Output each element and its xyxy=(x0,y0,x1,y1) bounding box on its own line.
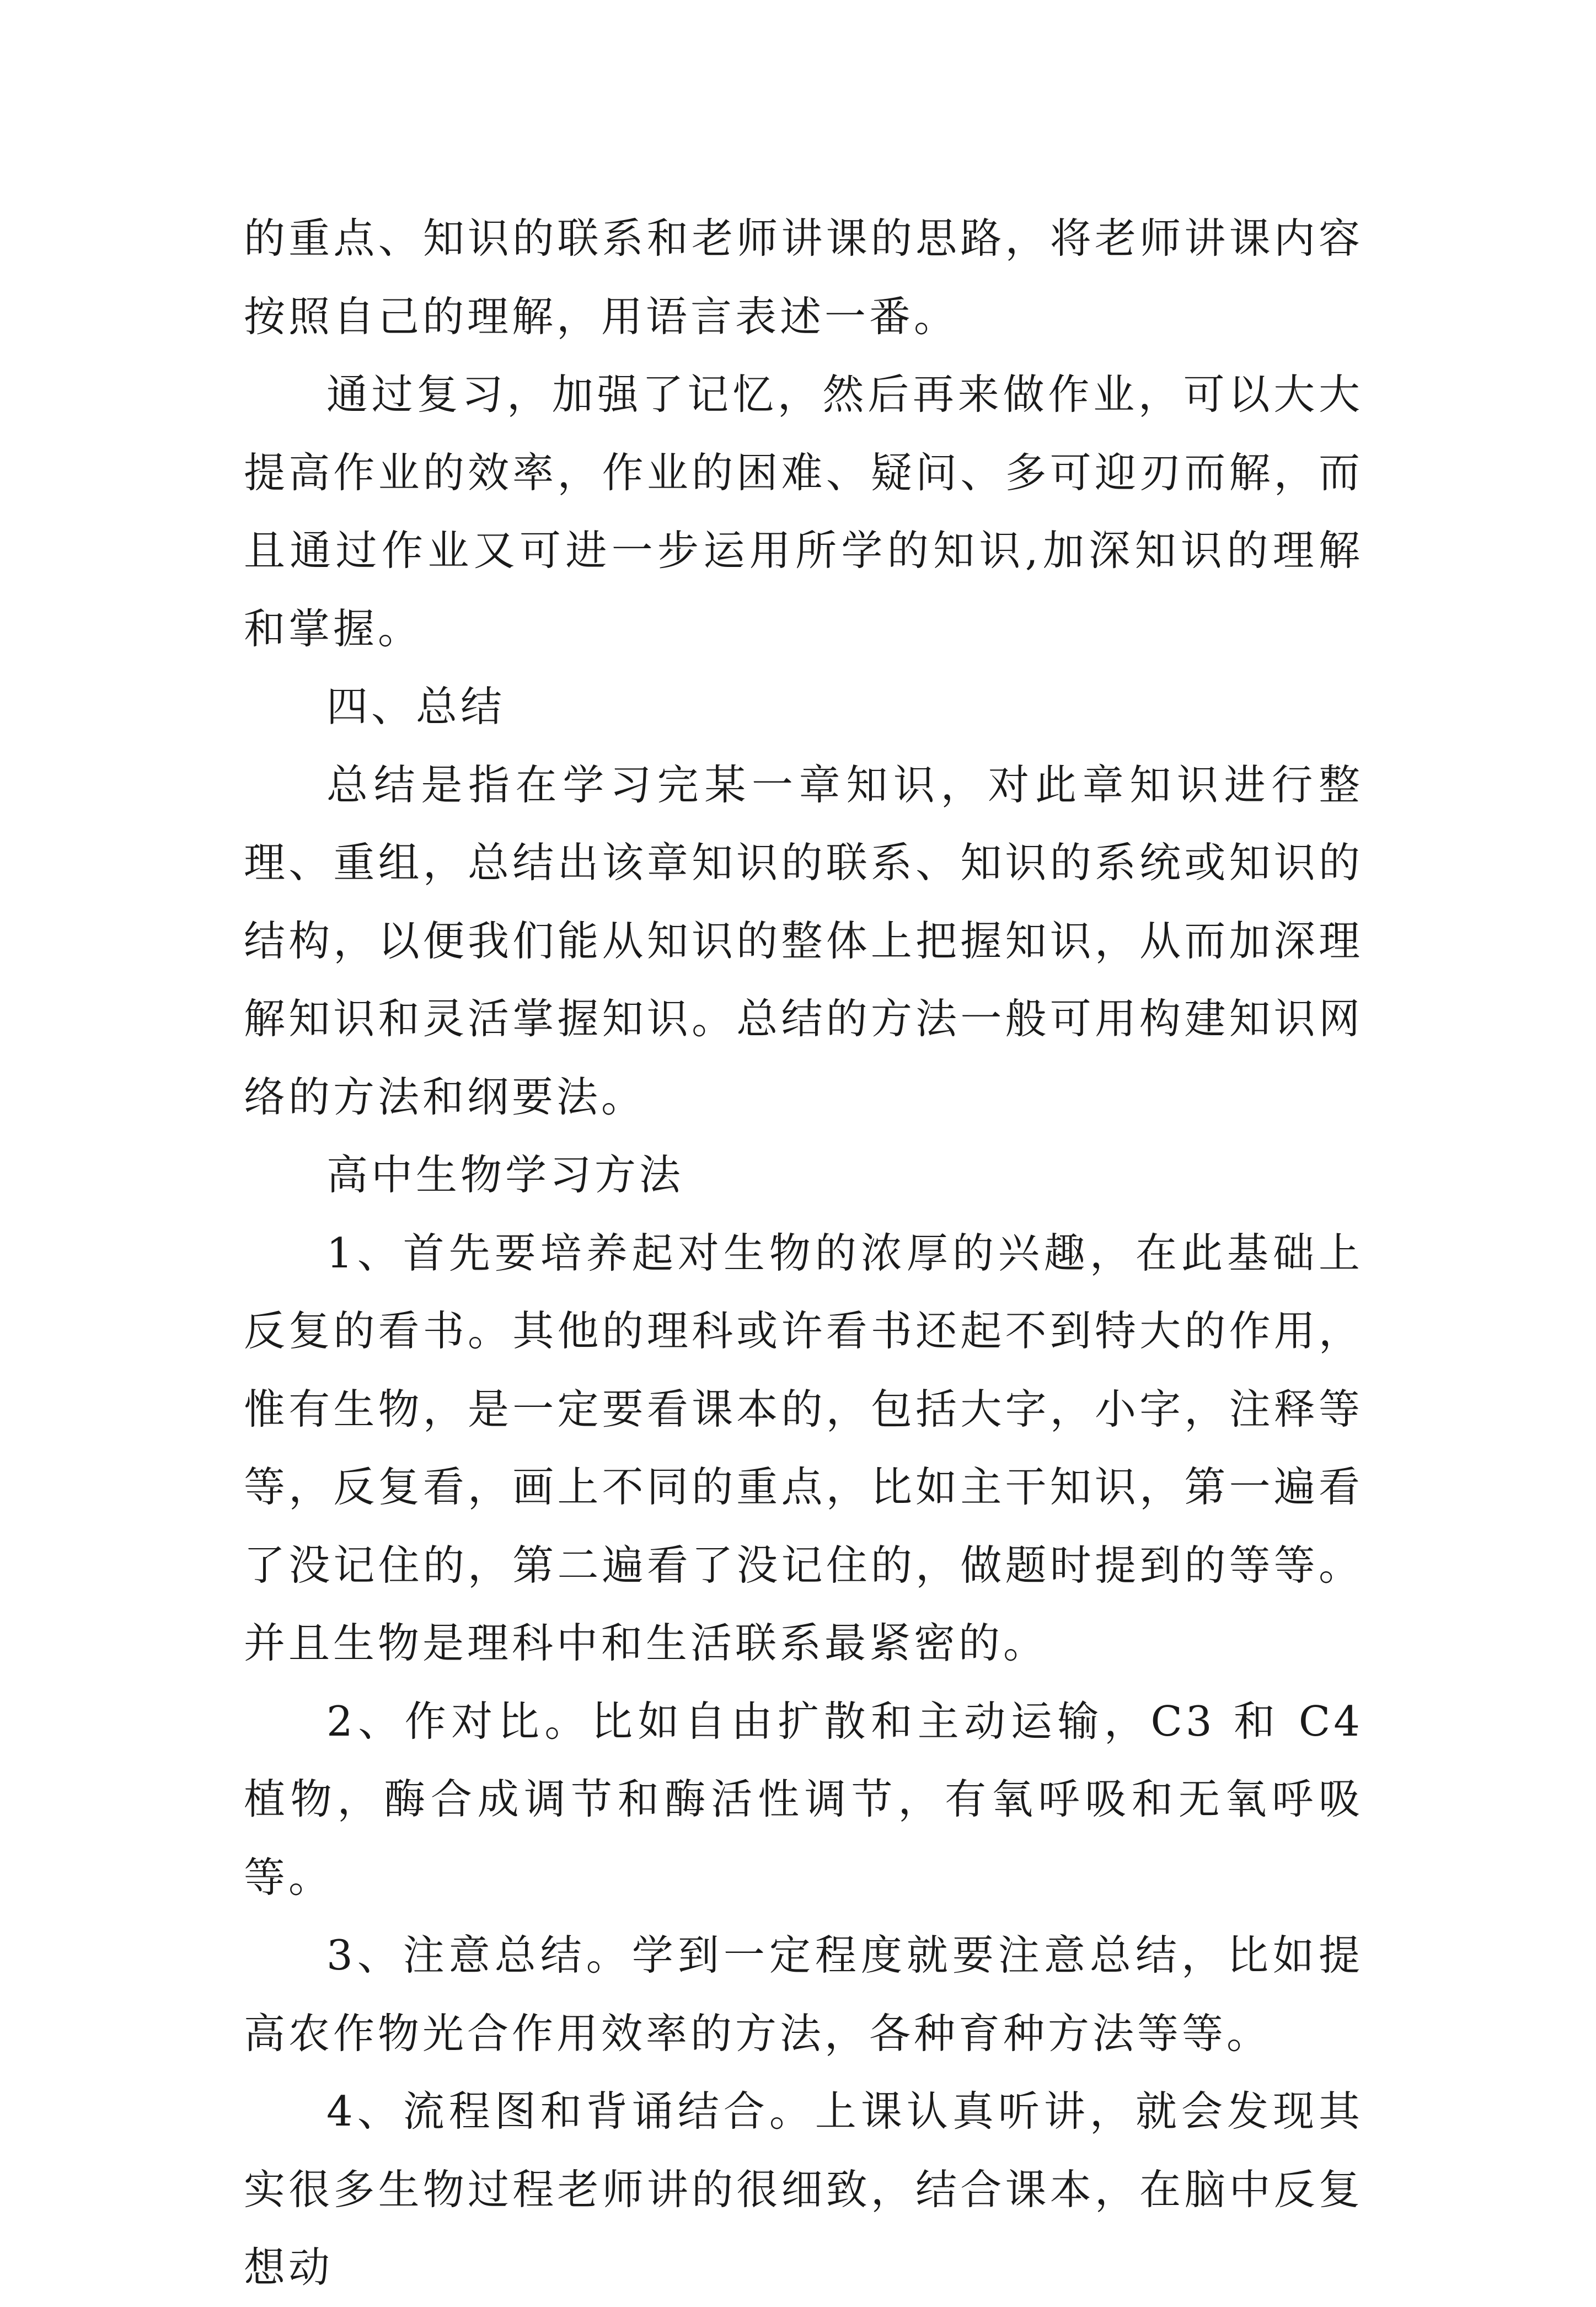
section-heading-biology-methods: 高中生物学习方法 xyxy=(326,1150,684,1199)
paragraph-method-2: 2、作对比。比如自由扩散和主动运输，C3 和 C4 植物，酶合成调节和酶活性调节，有氧呼吸和无氧呼吸等。 xyxy=(244,1696,1363,1902)
paragraph-method-4: 4、流程图和背诵结合。上课认真听讲，就会发现其实很多生物过程老师讲的很细致，结合课本，在脑中反复想动 xyxy=(244,2087,1363,2292)
paragraph-continued-intro: 的重点、知识的联系和老师讲课的思路，将老师讲课内容按照自己的理解，用语言表述一番。 xyxy=(244,214,1363,341)
paragraph-method-1: 1、首先要培养起对生物的浓厚的兴趣，在此基础上反复的看书。其他的理科或许看书还起不到特大的作用，惟有生物，是一定要看课本的，包括大字，小字，注释等等，反复看，画上不同的重点，比如主干知识，第一遍看了没记住的，第二遍看了没记住的，做题时提到的等等。并且生物是理科中和生活联系最紧密的。 xyxy=(244,1228,1363,1667)
paragraph-method-3: 3、注意总结。学到一定程度就要注意总结，比如提高农作物光合作用效率的方法，各种育种方法等等。 xyxy=(244,1931,1363,2058)
paragraph-summary: 总结是指在学习完某一章知识，对此章知识进行整理、重组，总结出该章知识的联系、知识的系统或知识的结构，以便我们能从知识的整体上把握知识，从而加深理解知识和灵活掌握知识。总结的方法一般可用构建知识网络的方法和纲要法。 xyxy=(244,760,1363,1121)
section-heading-summary: 四、总结 xyxy=(326,682,506,731)
paragraph-review-homework: 通过复习，加强了记忆，然后再来做作业，可以大大提高作业的效率，作业的困难、疑问、多可迎刃而解，而且通过作业又可进一步运用所学的知识,加深知识的理解和掌握。 xyxy=(244,370,1363,653)
document-body xyxy=(244,200,1363,2307)
